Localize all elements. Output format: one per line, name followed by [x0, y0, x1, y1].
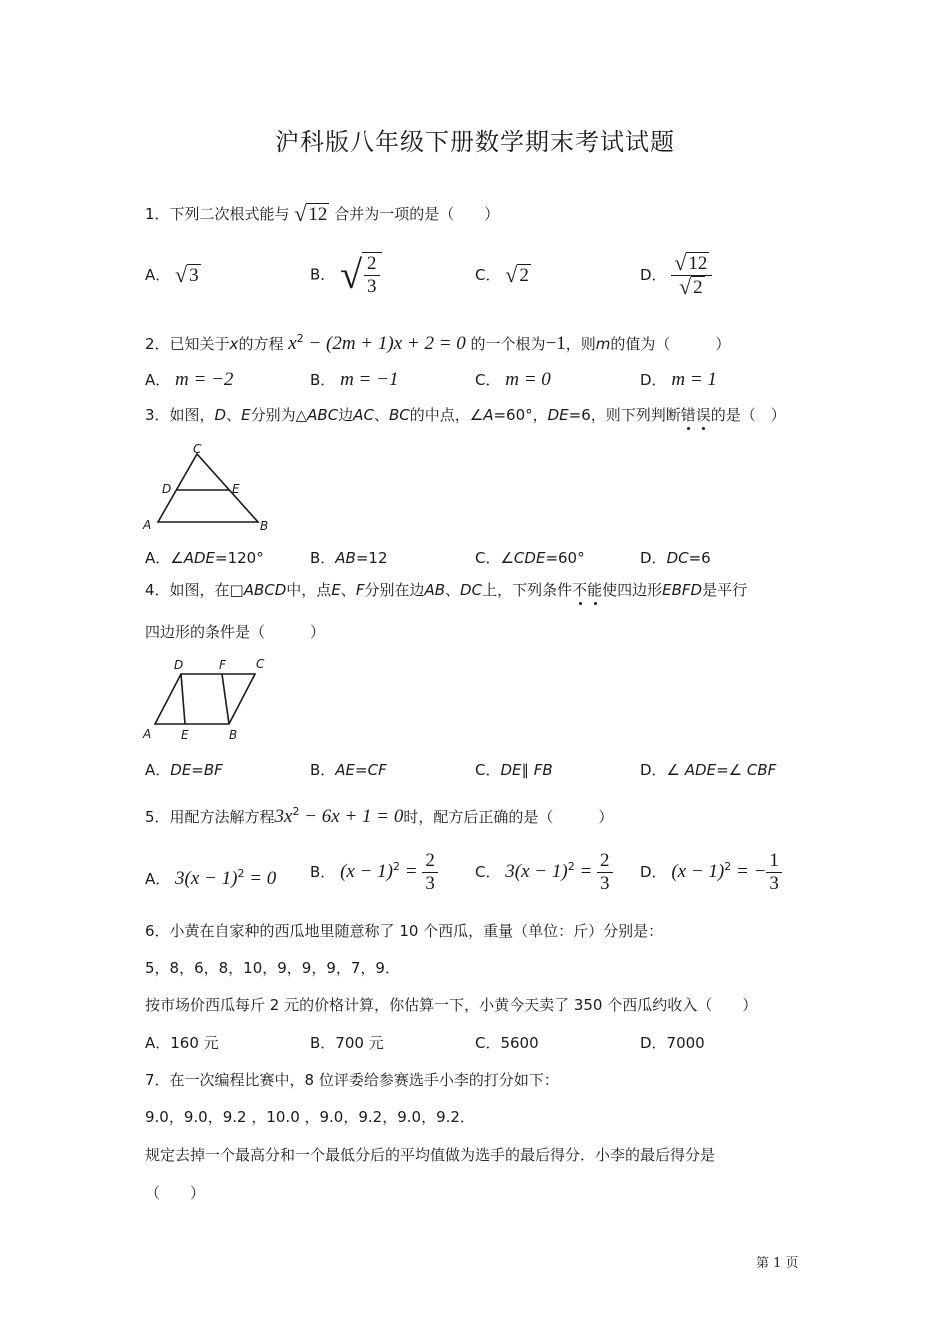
- q6-option-b[interactable]: B．700 元: [310, 1034, 384, 1052]
- q3-option-a[interactable]: A．∠ADE=120°: [145, 549, 264, 567]
- question-4-line2: 四边形的条件是（ ）: [145, 623, 326, 641]
- question-6: 6．小黄在自家种的西瓜地里随意称了 10 个西瓜，重量（单位：斤）分别是：: [145, 922, 664, 940]
- question-7-line3: 规定去掉一个最高分和一个最低分后的平均值做为选手的最后得分．小李的最后得分是: [145, 1146, 716, 1164]
- q2-option-a[interactable]: A． m = −2: [145, 369, 234, 390]
- question-5: 5．用配方法解方程$3x^2 - 6x + 1 = 0$时，配方后正确的是（ ）: [145, 805, 614, 827]
- q6-option-c[interactable]: C．5600: [475, 1034, 539, 1052]
- label-A: A: [143, 727, 152, 741]
- q2-option-c[interactable]: C． m = 0: [475, 369, 551, 390]
- question-6-line3: 按市场价西瓜每斤 2 元的价格计算，你估算一下，小黄今天卖了 350 个西瓜约收入（ ）: [145, 996, 758, 1014]
- question-7-answer-blank: （ ）: [145, 1184, 206, 1202]
- q2-option-b[interactable]: B． m = −1: [310, 369, 399, 390]
- label-E: E: [232, 482, 240, 496]
- question-6-data: 5，8，6，8，10，9，9，9，7，9．: [145, 959, 400, 977]
- q1-option-d[interactable]: D． √ 12 √ 2: [640, 252, 712, 299]
- parallelogram-figure: [140, 654, 275, 744]
- label-F: F: [219, 658, 226, 672]
- label-D: D: [174, 658, 184, 672]
- label-E: E: [181, 728, 189, 742]
- label-B: B: [229, 728, 238, 742]
- q1-prefix: 1．下列二次根式能与: [145, 205, 290, 223]
- question-2: 2．已知关于x的方程 $x^2 - (2m + 1)x + 2 = 0$ 的一个根为−1，则m的值为（ ）: [145, 332, 731, 354]
- label-B: B: [260, 519, 269, 533]
- q6-option-d[interactable]: D．7000: [640, 1034, 705, 1052]
- q1-option-c[interactable]: C． √ 2: [475, 262, 529, 287]
- q1-suffix: 合并为一项的是（ ）: [334, 205, 500, 223]
- q5-option-a[interactable]: A． $3(x - 1)^2 = 0$: [145, 867, 277, 889]
- question-7: 7．在一次编程比赛中，8 位评委给参赛选手小李的打分如下：: [145, 1071, 559, 1089]
- label-A: A: [143, 518, 152, 532]
- q5-option-c[interactable]: C． $3(x - 1)^2$ = $\frac{2}{3}$: [475, 850, 613, 895]
- q6-option-a[interactable]: A．160 元: [145, 1034, 219, 1052]
- q4-option-c[interactable]: C．DE∥ FB: [475, 761, 553, 779]
- q3-option-b[interactable]: B．AB=12: [310, 549, 388, 567]
- sqrt-12: √ 12: [294, 201, 328, 226]
- label-D: D: [162, 482, 172, 496]
- question-7-scores: 9.0，9.0，9.2 ，10.0 ，9.0，9.2，9.0，9.2．: [145, 1108, 475, 1126]
- question-1: [145, 203, 499, 226]
- q4-option-b[interactable]: B．AE=CF: [310, 761, 387, 779]
- q4-option-d[interactable]: D．∠ ADE=∠ CBF: [640, 761, 777, 779]
- q2-option-d[interactable]: D． m = 1: [640, 369, 717, 390]
- q4-option-a[interactable]: A．DE=BF: [145, 761, 223, 779]
- label-C: C: [193, 442, 202, 456]
- q3-option-d[interactable]: D．DC=6: [640, 549, 711, 567]
- q5-option-b[interactable]: B． $(x - 1)^2$ = $\frac{2}{3}$: [310, 850, 438, 895]
- page-number: 第 1 页: [756, 1256, 799, 1271]
- q1-option-b[interactable]: B． √ $\frac{2}{3}$: [310, 252, 382, 298]
- question-4: 4．如图，在□ABCD中，点E、F分别在边AB、DC上，下列条件不能使四边形EBFD是平行: [145, 581, 748, 599]
- triangle-figure: [140, 440, 280, 535]
- q3-option-c[interactable]: C．∠CDE=60°: [475, 549, 585, 567]
- question-3: 3．如图，D、E分别为△ABC边AC、BC的中点，∠A=60°，DE=6，则下列判断错误的是（ ）: [145, 406, 786, 424]
- label-C: C: [256, 657, 265, 671]
- q1-option-a[interactable]: A． √ 3: [145, 262, 199, 287]
- page-title: 沪科版八年级下册数学期末考试试题: [275, 128, 675, 156]
- q5-option-d[interactable]: D． $(x - 1)^2$ = − $\frac{1}{3}$: [640, 850, 782, 895]
